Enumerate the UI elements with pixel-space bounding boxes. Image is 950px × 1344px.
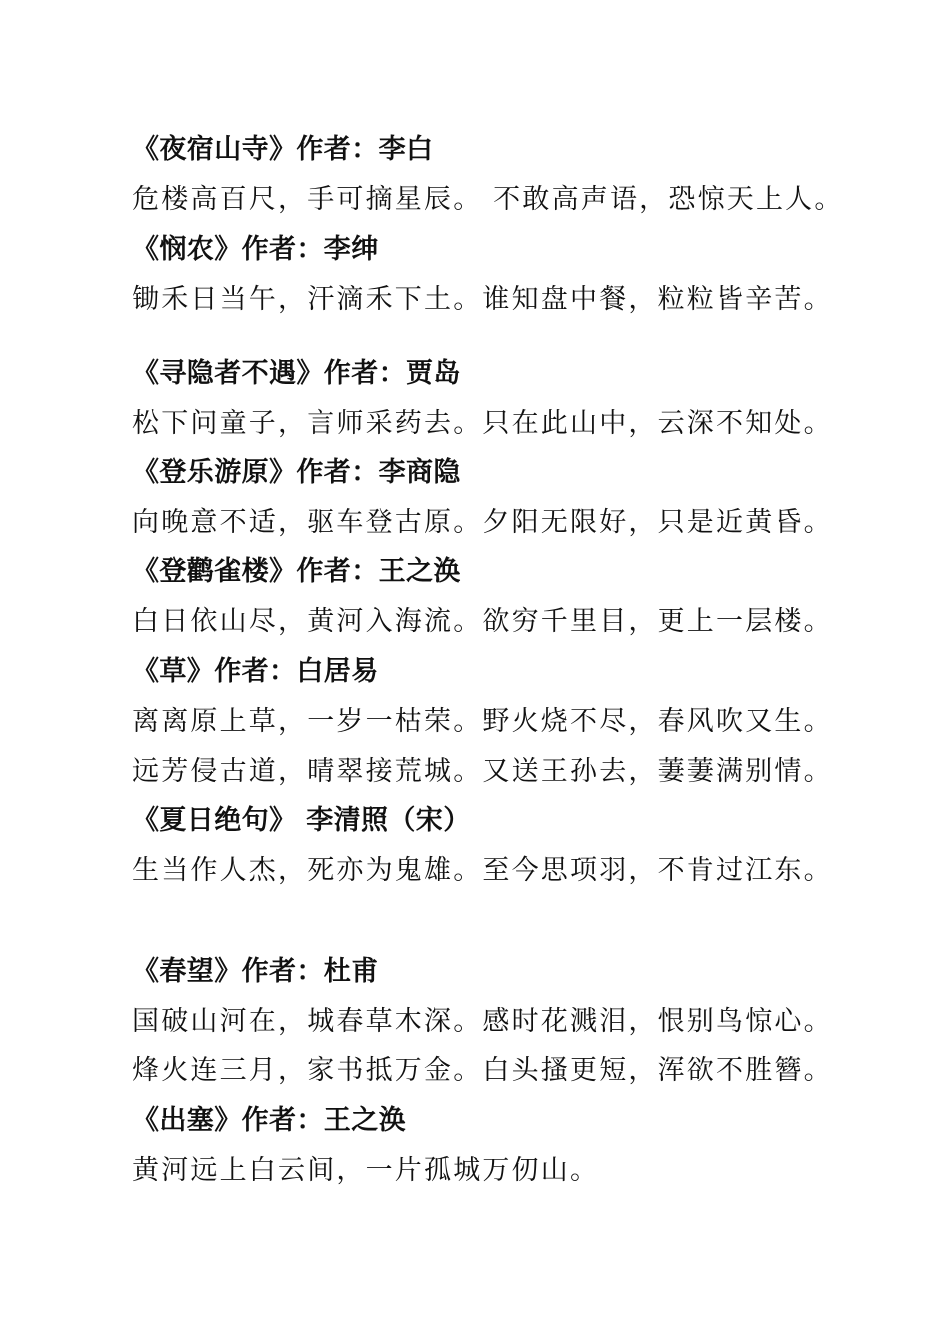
poem-title: 《寻隐者不遇》作者：贾岛	[132, 358, 461, 389]
poem-line: 黄河远上白云间，一片孤城万仞山。	[132, 1155, 600, 1186]
poem-title: 《春望》作者：杜甫	[132, 956, 379, 987]
poem-line: 离离原上草，一岁一枯荣。野火烧不尽，春风吹又生。	[132, 706, 833, 737]
poem-line: 烽火连三月，家书抵万金。白头搔更短，浑欲不胜簪。	[132, 1055, 833, 1086]
poem-title: 《悯农》作者：李绅	[132, 234, 379, 265]
poem-line: 向晚意不适，驱车登古原。夕阳无限好，只是近黄昏。	[132, 507, 833, 538]
poem-title: 《出塞》作者：王之涣	[132, 1105, 406, 1136]
poem-line: 远芳侵古道，晴翠接荒城。又送王孙去，萋萋满别情。	[132, 756, 833, 787]
poem-line: 锄禾日当午，汗滴禾下土。谁知盘中餐，粒粒皆辛苦。	[132, 284, 833, 315]
poem-line: 生当作人杰，死亦为鬼雄。至今思项羽，不肯过江东。	[132, 855, 833, 886]
poem-line: 危楼高百尺，手可摘星辰。 不敢高声语，恐惊天上人。	[132, 184, 844, 215]
poem-title: 《夏日绝句》 李清照（宋）	[132, 805, 471, 836]
poem-line: 国破山河在，城春草木深。感时花溅泪，恨别鸟惊心。	[132, 1006, 833, 1037]
poem-title: 《登乐游原》作者：李商隐	[132, 457, 461, 488]
poem-line: 白日依山尽，黄河入海流。欲穷千里目，更上一层楼。	[132, 606, 833, 637]
poem-line: 松下问童子，言师采药去。只在此山中，云深不知处。	[132, 408, 833, 439]
poem-title: 《登鹳雀楼》作者：王之涣	[132, 556, 461, 587]
poem-title: 《夜宿山寺》作者：李白	[132, 134, 434, 165]
poem-title: 《草》作者：白居易	[132, 656, 379, 687]
